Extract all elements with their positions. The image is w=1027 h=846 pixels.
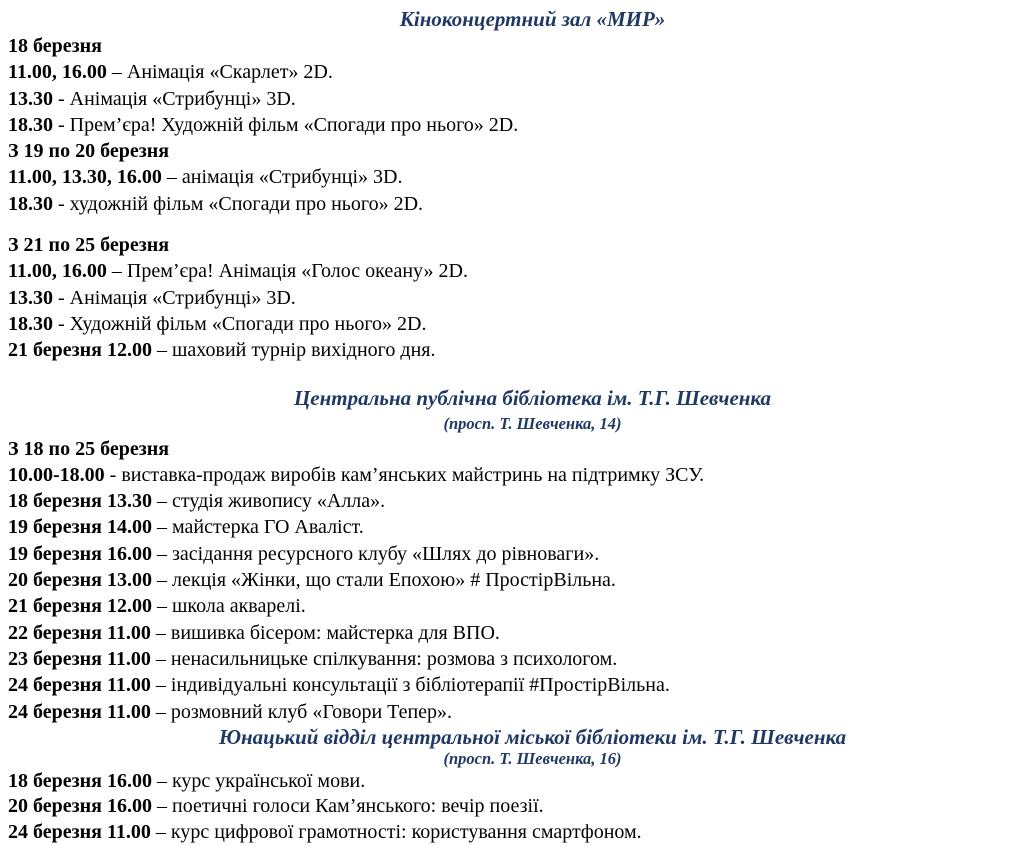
date-range-label: З 21 по 25 березня	[8, 234, 170, 257]
event-text: – індивідуальні консультації з бібліотерапії #ПростірВільна.	[150, 674, 670, 697]
library-title: Центральна публічна бібліотека ім. Т.Г. Шевченка	[293, 385, 772, 410]
event-text: – школа акварелі.	[152, 595, 306, 618]
schedule-line	[8, 620, 1017, 646]
event-text: - художній фільм «Спогади про нього» 2D.	[53, 192, 424, 215]
event-text: – ненасильницьке спілкування: розмова з психологом.	[150, 647, 618, 670]
event-text: - виставка-продаж виробів кам’янських майстринь на підтримку ЗСУ.	[104, 463, 705, 486]
schedule-line	[8, 462, 1017, 488]
time-label: 11.00, 13.30, 16.00	[8, 166, 162, 189]
event-text: – курс цифрової грамотності: користування смартфоном.	[150, 821, 642, 844]
schedule-line	[8, 112, 1017, 138]
event-text: – лекція «Жінки, що стали Епохою» # ПростірВільна.	[152, 569, 616, 592]
date-range-label: З 18 по 25 березня	[8, 437, 170, 460]
date-time-label: 19 березня 14.00	[8, 516, 152, 539]
schedule-line	[8, 86, 1017, 112]
schedule-line	[8, 191, 1017, 217]
date-time-label: 22 березня 11.00	[8, 621, 151, 644]
youth-department-address: (просп. Т. Шевченка, 16)	[443, 748, 622, 768]
event-text: - Художній фільм «Спогади про нього» 2D.	[53, 312, 427, 335]
schedule-line	[8, 33, 1017, 59]
youth-section	[8, 725, 1017, 846]
schedule-line	[8, 567, 1017, 593]
schedule-line	[8, 488, 1017, 514]
schedule-line	[8, 514, 1017, 540]
time-label: 13.30	[8, 286, 53, 309]
event-text: – Прем’єра! Анімація «Голос океану» 2D.	[106, 260, 468, 283]
time-label: 13.30	[8, 87, 53, 110]
schedule-line	[8, 164, 1017, 190]
date-time-label: 19 березня 16.00	[8, 542, 152, 565]
schedule-line	[8, 541, 1017, 567]
date-time-label: 21 березня 12.00	[8, 339, 152, 362]
schedule-line	[8, 672, 1017, 698]
schedule-line	[8, 593, 1017, 619]
event-text: – засідання ресурсного клубу «Шлях до рівноваги».	[152, 542, 600, 565]
blank-line	[8, 364, 1017, 385]
time-label: 11.00, 16.00	[8, 61, 107, 84]
time-label: 11.00, 16.00	[8, 260, 107, 283]
youth-department-title: Юнацький відділ центральної міської бібліотеки ім. Т.Г. Шевченка	[218, 724, 847, 749]
event-text: – анімація «Стрибунці» 3D.	[161, 166, 403, 189]
venue-title: Кіноконцертний зал «МИР»	[399, 7, 666, 31]
date-time-label: 24 березня 11.00	[8, 700, 151, 723]
date-time-label: 24 березня 11.00	[8, 674, 151, 697]
event-text: – поетичні голоси Кам’янського: вечір поезії.	[152, 795, 544, 818]
time-label: 10.00-18.00	[8, 463, 105, 486]
date-range-label: З 19 по 20 березня	[8, 140, 170, 163]
event-text: – розмовний клуб «Говори Тепер».	[150, 700, 453, 723]
schedule-line	[8, 258, 1017, 284]
event-text: – студія живопису «Алла».	[152, 490, 386, 513]
schedule-line	[8, 769, 1017, 795]
schedule-line	[8, 436, 1017, 462]
event-text: – Анімація «Скарлет» 2D.	[106, 61, 333, 84]
time-label: 18.30	[8, 192, 53, 215]
time-label: 18.30	[8, 113, 53, 136]
date-label: 18 березня	[8, 35, 102, 57]
schedule-line	[8, 311, 1017, 337]
date-time-label: 21 березня 12.00	[8, 595, 152, 618]
event-text: - Прем’єра! Художній фільм «Спогади про нього» 2D.	[53, 113, 519, 136]
schedule-line	[8, 646, 1017, 672]
schedule-line	[8, 232, 1017, 258]
time-label: 18.30	[8, 312, 53, 335]
schedule-line	[8, 138, 1017, 164]
event-text: – шаховий турнір вихідного дня.	[152, 339, 436, 362]
blank-line	[8, 217, 1017, 232]
schedule-line	[8, 820, 1017, 846]
event-text: - Анімація «Стрибунці» 3D.	[53, 286, 296, 309]
date-time-label: 24 березня 11.00	[8, 821, 151, 844]
date-time-label: 23 березня 11.00	[8, 647, 151, 670]
date-time-label: 18 березня 16.00	[8, 769, 152, 792]
date-time-label: 20 березня 16.00	[8, 795, 152, 818]
schedule-line	[8, 699, 1017, 725]
date-time-label: 18 березня 13.30	[8, 490, 152, 513]
schedule-line	[8, 337, 1017, 363]
schedule-line	[8, 794, 1017, 820]
event-text: – майстерка ГО Аваліст.	[152, 516, 364, 539]
date-time-label: 20 березня 13.00	[8, 569, 152, 592]
event-text: - Анімація «Стрибунці» 3D.	[53, 87, 296, 110]
event-text: – курс української мови.	[152, 769, 366, 792]
schedule-line	[8, 59, 1017, 85]
library-address: (просп. Т. Шевченка, 14)	[443, 413, 622, 433]
event-text: – вишивка бісером: майстерка для ВПО.	[150, 621, 500, 644]
schedule-line	[8, 285, 1017, 311]
